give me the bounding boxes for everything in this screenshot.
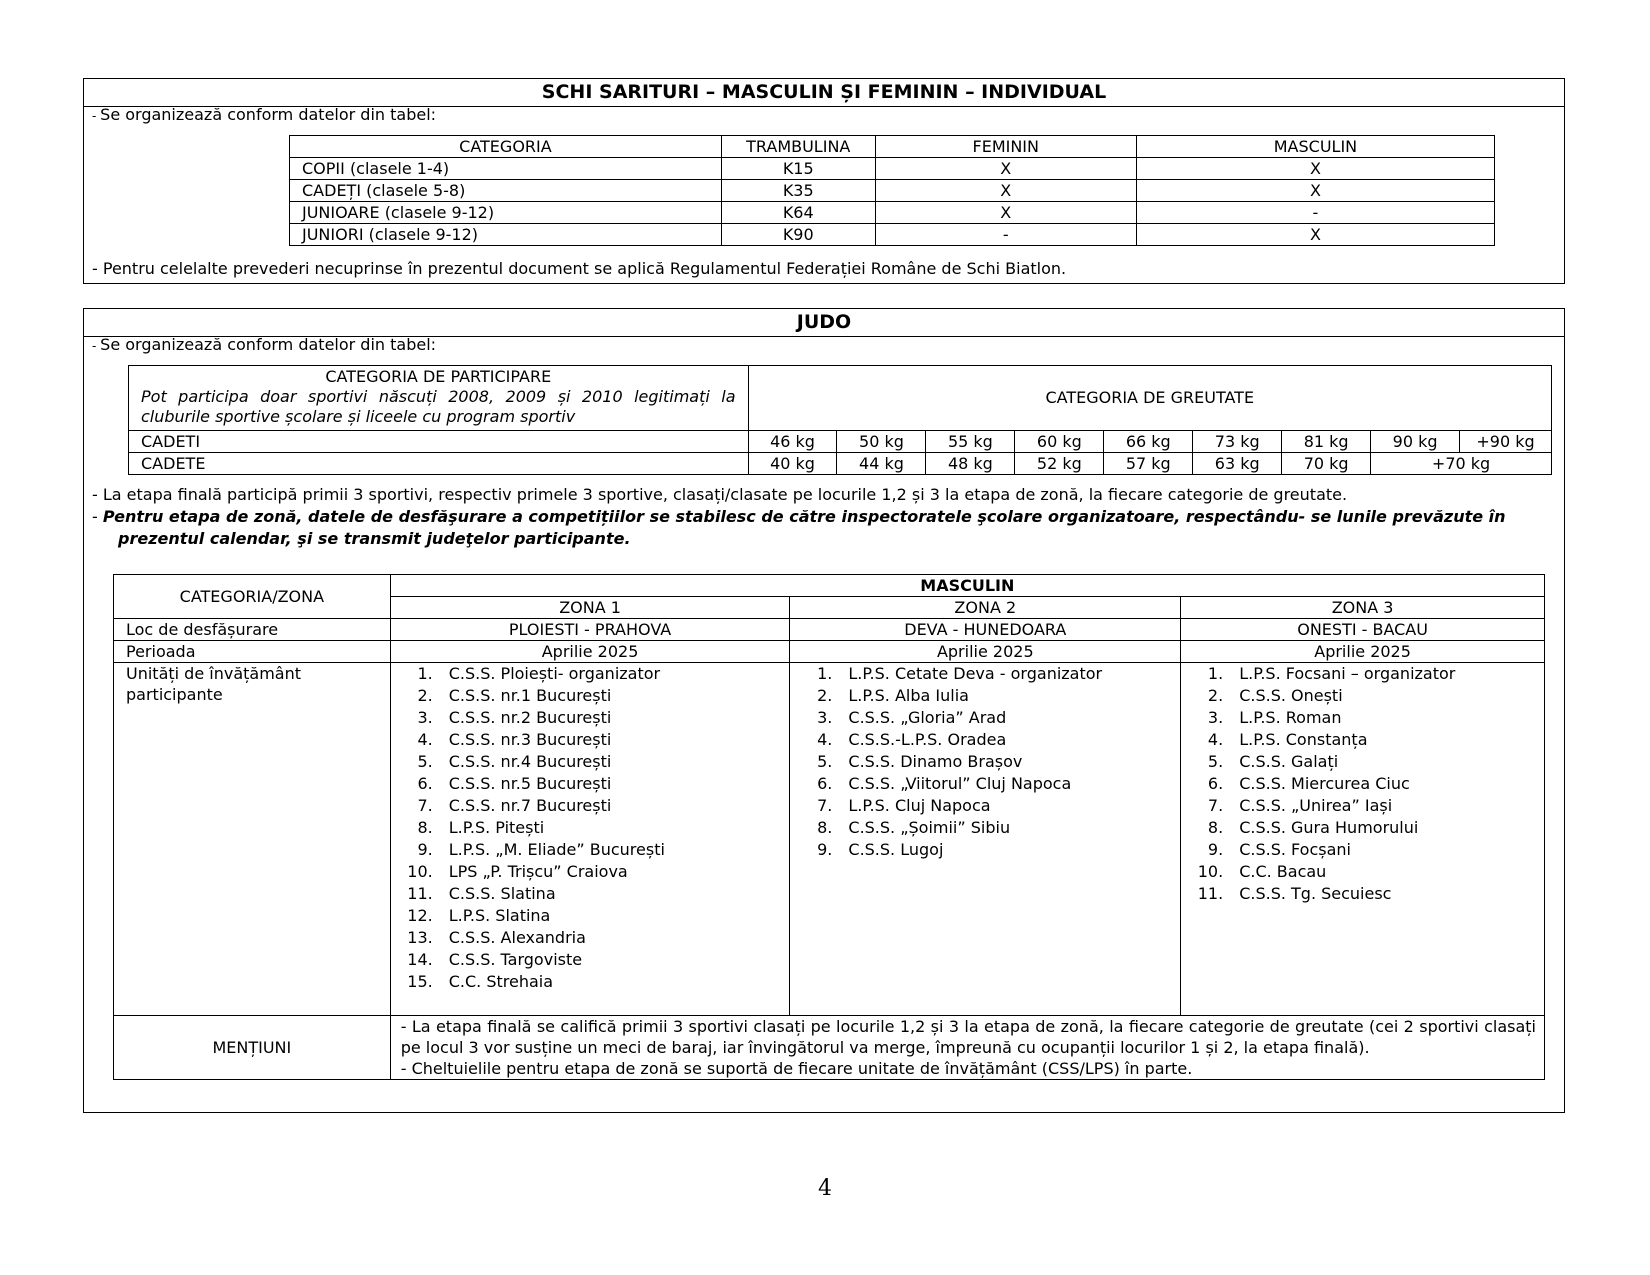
list-item-number: 7. <box>817 796 833 815</box>
list-item <box>1187 883 1544 905</box>
table-row <box>129 431 1552 453</box>
list-item-text: C.S.S. „Șoimii” Sibiu <box>848 818 1011 837</box>
period-cell: Aprilie 2025 <box>390 641 790 663</box>
list-item-text: C.S.S. Tg. Secuiesc <box>1239 884 1392 903</box>
table-cell: X <box>875 180 1136 202</box>
table-row <box>290 158 1495 180</box>
list-item-number: 7. <box>1207 796 1224 815</box>
weight-cell: 70 kg <box>1282 453 1371 475</box>
list-item-number: 1. <box>1207 664 1224 683</box>
list-item <box>1187 861 1544 883</box>
header-cell: MASCULIN <box>1136 136 1494 158</box>
list-item-text: C.S.S. nr.5 București <box>448 774 612 793</box>
list-item <box>1187 817 1544 839</box>
list-item-text: C.S.S.-L.P.S. Oradea <box>848 730 1007 749</box>
table-header-row <box>129 366 1552 431</box>
table-row <box>114 619 1545 641</box>
list-item-number: 8. <box>817 818 833 837</box>
table-cell: K64 <box>721 202 875 224</box>
section-schi-sarituri <box>83 78 1565 284</box>
list-item-text: C.S.S. „Viitorul” Cluj Napoca <box>848 774 1072 793</box>
weight-cell: 63 kg <box>1193 453 1282 475</box>
list-item-text: L.P.S. Alba Iulia <box>848 686 969 705</box>
list-item-number: 15. <box>407 972 433 991</box>
zona3-list-cell <box>1181 663 1545 1016</box>
weight-cell: 57 kg <box>1104 453 1193 475</box>
list-item <box>796 685 1180 707</box>
list-item-text: C.S.S. Gura Humorului <box>1239 818 1419 837</box>
list-item-text: C.S.S. „Unirea” Iași <box>1239 796 1393 815</box>
zone-header: ZONA 3 <box>1181 597 1545 619</box>
list-item-text: C.S.S. Dinamo Brașov <box>848 752 1023 771</box>
masculin-header: MASCULIN <box>390 575 1544 597</box>
list-item-text: C.S.S. Targoviste <box>448 950 583 969</box>
section-title: SCHI SARITURI – MASCULIN ȘI FEMININ – INDIVIDUAL <box>84 79 1564 107</box>
mentiuni-text-2: - Cheltuielile pentru etapa de zonă se suportă de fiecare unitate de învățământ (CSS/LPS) în parte. <box>400 1059 1193 1078</box>
list-item-text: C.S.S. Ploiești- organizator <box>448 664 661 683</box>
list-item <box>397 773 790 795</box>
row-label: CADETE <box>129 453 749 475</box>
row-label: Loc de desfășurare <box>114 619 391 641</box>
zona2-list-cell <box>790 663 1181 1016</box>
schi-table <box>289 135 1495 246</box>
list-item-text: L.P.S. Cluj Napoca <box>848 796 991 815</box>
period-cell: Aprilie 2025 <box>790 641 1181 663</box>
weight-cell: 55 kg <box>926 431 1015 453</box>
list-item-text: C.S.S. nr.7 București <box>448 796 612 815</box>
list-item-text: L.P.S. Slatina <box>448 906 551 925</box>
list-item-text: C.S.S. nr.2 București <box>448 708 612 727</box>
list-item-number: 3. <box>417 708 433 727</box>
list-item-number: 8. <box>1207 818 1224 837</box>
zona3-list <box>1187 663 1544 905</box>
mentiuni-label: MENȚIUNI <box>114 1016 391 1080</box>
section-judo <box>83 308 1565 1113</box>
list-item-text: L.P.S. Roman <box>1239 708 1342 727</box>
list-item-text: C.S.S. Alexandria <box>448 928 586 947</box>
table-cell: X <box>1136 224 1494 246</box>
list-item <box>397 971 790 993</box>
list-item-text: C.S.S. Onești <box>1239 686 1343 705</box>
list-item <box>796 817 1180 839</box>
list-item-number: 13. <box>407 928 433 947</box>
mentiuni-cell <box>390 1016 1544 1080</box>
list-item-text: L.P.S. „M. Eliade” București <box>448 840 665 859</box>
list-item-number: 10. <box>407 862 433 881</box>
list-item-text: C.S.S. Miercurea Ciuc <box>1239 774 1410 793</box>
list-item <box>1187 795 1544 817</box>
list-item-number: 9. <box>817 840 833 859</box>
intro-text: Se organizează conform datelor din tabel: <box>100 105 437 124</box>
list-item-number: 6. <box>1207 774 1224 793</box>
list-item <box>1187 707 1544 729</box>
zona2-list <box>796 663 1180 861</box>
list-item-number: 3. <box>1207 708 1224 727</box>
weight-cell: 90 kg <box>1371 431 1460 453</box>
list-item <box>1187 663 1544 685</box>
location-cell: DEVA - HUNEDOARA <box>790 619 1181 641</box>
table-row <box>290 224 1495 246</box>
weight-cell: +70 kg <box>1371 453 1552 475</box>
list-item <box>796 663 1180 685</box>
zone-header: ZONA 2 <box>790 597 1181 619</box>
list-item-number: 4. <box>817 730 833 749</box>
judo-weight-table <box>128 365 1552 475</box>
page-number: 4 <box>818 1176 832 1201</box>
section-title: JUDO <box>84 309 1564 337</box>
location-cell: ONESTI - BACAU <box>1181 619 1545 641</box>
list-item <box>397 883 790 905</box>
row-label: Perioada <box>114 641 391 663</box>
note-zone-line1: Pentru etapa de zonă, datele de desfăşurare a competițiilor se stabilesc de către inspectoratele şcolare organizatoare, respectându- se lunile prevăzute în <box>102 507 1506 526</box>
list-item-number: 1. <box>417 664 433 683</box>
list-item-number: 2. <box>1207 686 1224 705</box>
intro-line: - Se organizează conform datelor din tabel: <box>92 335 437 354</box>
judo-note-final: - La etapa finală participă primii 3 sportivi, respectiv primele 3 sportive, clasați/clasate pe locurile 1,2 și 3 la etapa de zonă, la fiecare categorie de greutate. <box>92 485 1348 504</box>
table-cell: X <box>875 158 1136 180</box>
list-item <box>397 663 790 685</box>
weight-cell: 73 kg <box>1193 431 1282 453</box>
list-item-text: C.S.S. Focșani <box>1239 840 1351 859</box>
list-item <box>796 773 1180 795</box>
participation-category-cell <box>129 366 749 431</box>
table-cell: - <box>875 224 1136 246</box>
intro-line: - Se organizează conform datelor din tabel: <box>92 105 437 124</box>
list-item <box>397 905 790 927</box>
list-item-number: 4. <box>1207 730 1224 749</box>
table-cell: X <box>1136 158 1494 180</box>
weight-category-header: CATEGORIA DE GREUTATE <box>748 366 1551 431</box>
list-item-number: 5. <box>1207 752 1224 771</box>
weight-cell: 40 kg <box>748 453 837 475</box>
list-item-text: C.S.S. nr.1 București <box>448 686 612 705</box>
list-item <box>397 795 790 817</box>
weight-cell: 50 kg <box>837 431 926 453</box>
list-item-number: 7. <box>417 796 433 815</box>
list-item-number: 9. <box>1207 840 1224 859</box>
zona1-list <box>397 663 790 993</box>
list-item <box>397 685 790 707</box>
list-item <box>397 927 790 949</box>
judo-zone-table <box>113 574 1545 1080</box>
table-row <box>290 202 1495 224</box>
list-item <box>397 817 790 839</box>
list-item-number: 11. <box>407 884 433 903</box>
list-item <box>796 729 1180 751</box>
list-item <box>397 861 790 883</box>
list-item-text: C.S.S. nr.4 București <box>448 752 612 771</box>
list-item <box>397 729 790 751</box>
table-cell: K15 <box>721 158 875 180</box>
list-item <box>796 839 1180 861</box>
table-row <box>290 180 1495 202</box>
category-zone-header: CATEGORIA/ZONA <box>114 575 391 619</box>
list-item-number: 10. <box>1197 862 1224 881</box>
table-cell: COPII (clasele 1-4) <box>290 158 722 180</box>
list-item <box>1187 751 1544 773</box>
weight-cell: 60 kg <box>1015 431 1104 453</box>
list-item-text: C.S.S. nr.3 București <box>448 730 612 749</box>
list-item-number: 6. <box>817 774 833 793</box>
period-cell: Aprilie 2025 <box>1181 641 1545 663</box>
table-cell: - <box>1136 202 1494 224</box>
weight-cell: 48 kg <box>926 453 1015 475</box>
list-item-number: 6. <box>417 774 433 793</box>
table-row <box>114 641 1545 663</box>
table-cell: K35 <box>721 180 875 202</box>
table-cell: JUNIORI (clasele 9-12) <box>290 224 722 246</box>
participation-title: CATEGORIA DE PARTICIPARE <box>325 367 552 386</box>
list-item-text: L.P.S. Constanța <box>1239 730 1368 749</box>
note-dash: - <box>92 507 103 526</box>
weight-cell: 52 kg <box>1015 453 1104 475</box>
list-item <box>397 751 790 773</box>
list-item <box>796 795 1180 817</box>
row-label: CADETI <box>129 431 749 453</box>
judo-note-zone <box>92 507 1506 527</box>
table-cell: JUNIOARE (clasele 9-12) <box>290 202 722 224</box>
weight-cell: 44 kg <box>837 453 926 475</box>
list-item <box>796 707 1180 729</box>
zona1-list-cell <box>390 663 790 1016</box>
list-item <box>1187 729 1544 751</box>
list-item-number: 8. <box>417 818 433 837</box>
list-item <box>397 707 790 729</box>
list-item-text: C.S.S. Galați <box>1239 752 1339 771</box>
table-row <box>114 1016 1545 1080</box>
list-item-number: 11. <box>1197 884 1224 903</box>
weight-cell: 66 kg <box>1104 431 1193 453</box>
list-item <box>397 839 790 861</box>
intro-text: Se organizează conform datelor din tabel: <box>100 335 437 354</box>
note-zone-line2: prezentul calendar, şi se transmit judeţelor participante. <box>118 529 631 548</box>
weight-cell: 46 kg <box>748 431 837 453</box>
participation-note: Pot participa doar sportivi născuți 2008, 2009 și 2010 legitimați la cluburile sportive școlare și liceele cu program sportiv <box>141 387 736 426</box>
header-cell: FEMININ <box>875 136 1136 158</box>
weight-cell: +90 kg <box>1460 431 1552 453</box>
list-item-number: 3. <box>817 708 833 727</box>
table-header-row <box>290 136 1495 158</box>
table-row <box>114 663 1545 1016</box>
list-item-number: 1. <box>817 664 833 683</box>
list-item <box>1187 685 1544 707</box>
table-cell: X <box>1136 180 1494 202</box>
list-item-text: C.S.S. Slatina <box>448 884 556 903</box>
list-item <box>796 751 1180 773</box>
location-cell: PLOIESTI - PRAHOVA <box>390 619 790 641</box>
list-item-text: LPS „P. Trișcu” Craiova <box>448 862 628 881</box>
list-item-number: 12. <box>407 906 433 925</box>
schi-footer: - Pentru celelalte prevederi necuprinse în prezentul document se aplică Regulamentul Federației Române de Schi Biatlon. <box>92 259 1067 278</box>
table-cell: X <box>875 202 1136 224</box>
list-item-text: C.C. Strehaia <box>448 972 554 991</box>
list-item-number: 9. <box>417 840 433 859</box>
table-cell: CADEȚI (clasele 5-8) <box>290 180 722 202</box>
list-item-number: 2. <box>417 686 433 705</box>
list-item <box>1187 839 1544 861</box>
list-item-text: C.S.S. „Gloria” Arad <box>848 708 1007 727</box>
list-item-text: L.P.S. Focsani – organizator <box>1239 664 1456 683</box>
table-cell: K90 <box>721 224 875 246</box>
zone-header: ZONA 1 <box>390 597 790 619</box>
header-cell: TRAMBULINA <box>721 136 875 158</box>
list-item-text: C.C. Bacau <box>1239 862 1327 881</box>
list-item <box>1187 773 1544 795</box>
list-item-number: 14. <box>407 950 433 969</box>
list-item-number: 5. <box>817 752 833 771</box>
list-item-text: L.P.S. Pitești <box>448 818 545 837</box>
list-item-number: 2. <box>817 686 833 705</box>
row-label: Unități de învățământ participante <box>114 663 391 1016</box>
weight-cell: 81 kg <box>1282 431 1371 453</box>
header-cell: CATEGORIA <box>290 136 722 158</box>
table-header-row <box>114 575 1545 597</box>
list-item-text: C.S.S. Lugoj <box>848 840 944 859</box>
list-item-number: 5. <box>417 752 433 771</box>
mentiuni-text-1: - La etapa finală se califică primii 3 sportivi clasați pe locurile 1,2 și 3 la etapa de zonă, la fiecare categorie de greutate (cei 2 sportivi clasați pe locul 3 vor susține un meci de baraj, iar învingătorul va merge, împreună cu ocupanții locurilor 1 și 2, la etapa finală). <box>400 1017 1536 1057</box>
list-item-number: 4. <box>417 730 433 749</box>
table-row <box>129 453 1552 475</box>
list-item-text: L.P.S. Cetate Deva - organizator <box>848 664 1103 683</box>
list-item <box>397 949 790 971</box>
